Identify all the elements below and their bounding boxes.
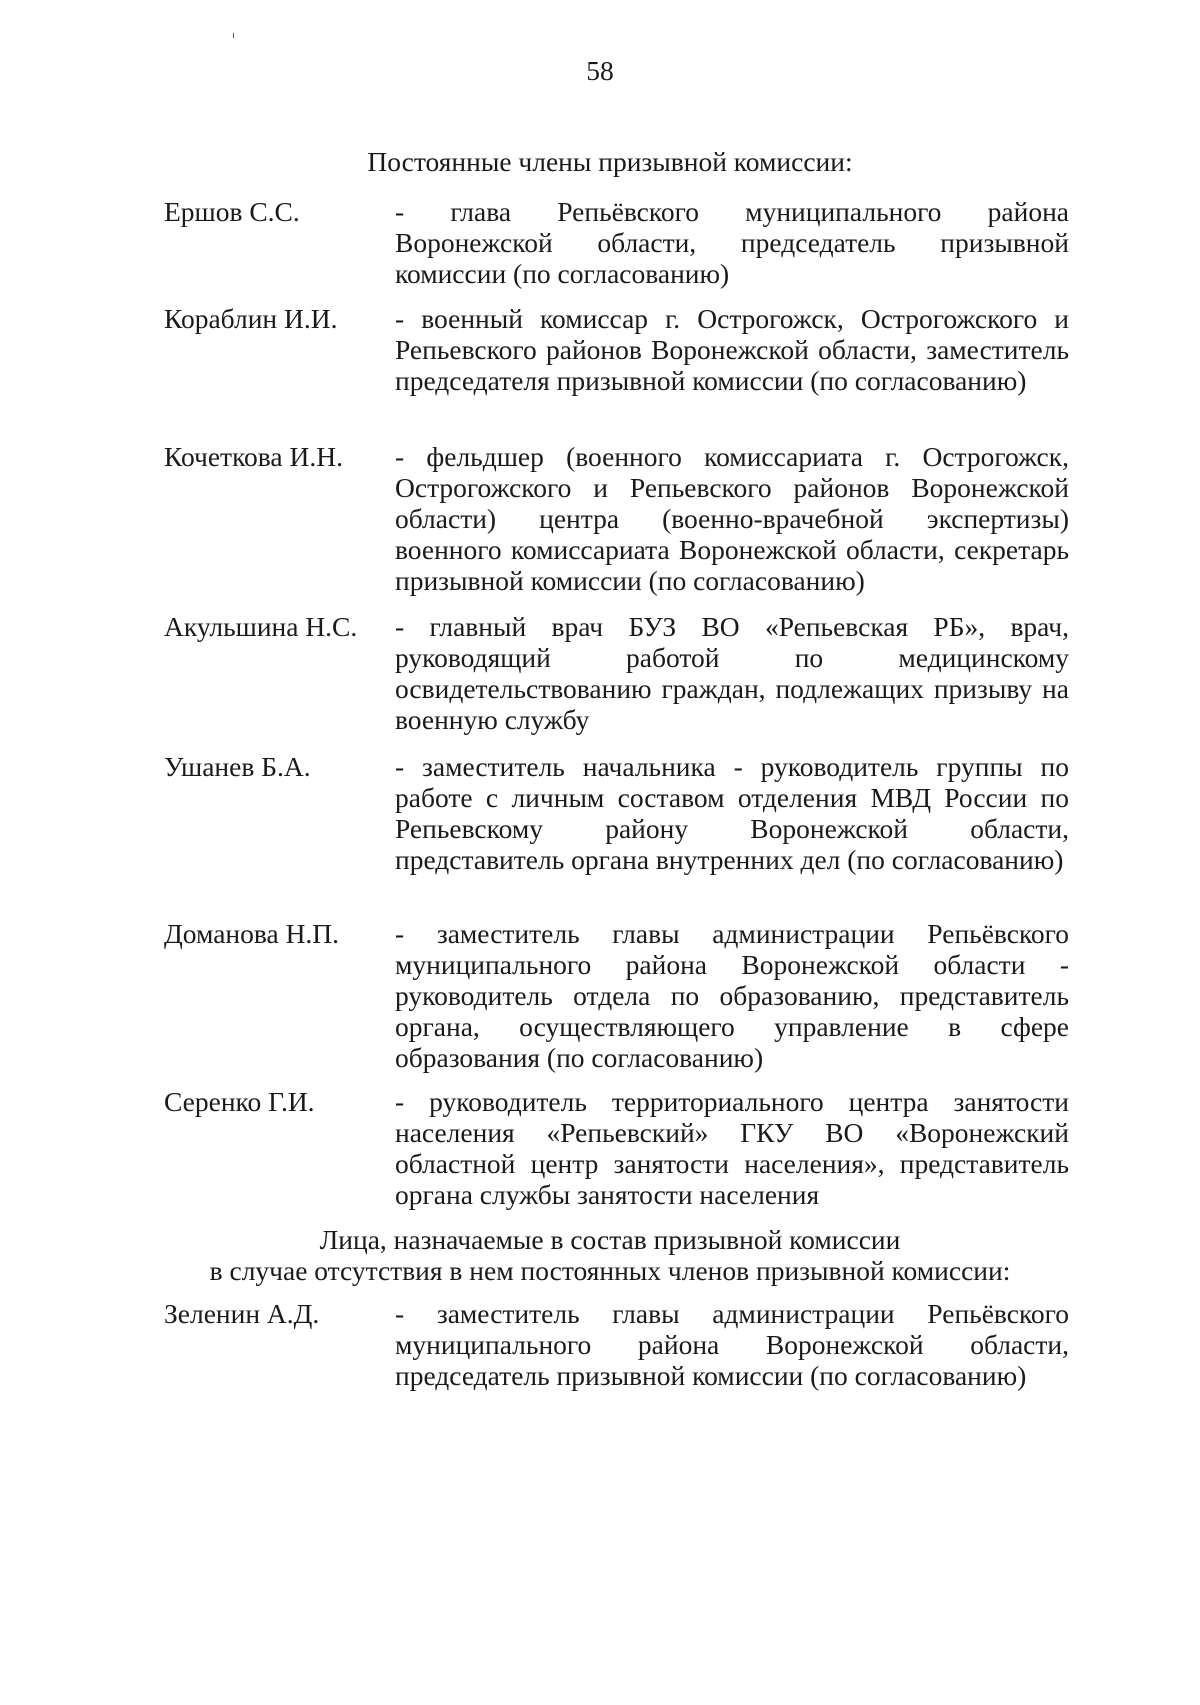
- section-heading-reserve-line-2: в случае отсутствия в нем постоянных членов призывной комиссии:: [209, 1255, 1011, 1286]
- member-name: Ершов С.С.: [164, 196, 300, 227]
- member-name: Доманова Н.П.: [164, 918, 340, 949]
- member-description: - глава Репьёвского муниципального района Воронежской области, председатель призывной комиссии (по согласованию): [395, 196, 1069, 289]
- section-heading-reserve-line-1: Лица, назначаемые в состав призывной комиссии: [319, 1224, 901, 1255]
- member-name: Кочеткова И.Н.: [164, 441, 343, 472]
- member-name: Зеленин А.Д.: [164, 1298, 320, 1329]
- member-description: - военный комиссар г. Острогожск, Острогожского и Репьевского районов Воронежской области, заместитель председателя призывной комиссии (по согласованию): [395, 303, 1069, 396]
- page-number: 58: [586, 55, 614, 86]
- member-name: Акульшина Н.С.: [164, 611, 358, 642]
- member-description: - главный врач БУЗ ВО «Репьевская РБ», врач, руководящий работой по медицинскому освидетельствованию граждан, подлежащих призыву на военную службу: [395, 611, 1069, 735]
- member-description: - заместитель главы администрации Репьёвского муниципального района Воронежской области - руководитель отдела по образованию, представитель органа, осуществляющего управление в сфере образования (по согласованию): [395, 918, 1069, 1073]
- section-heading-permanent: Постоянные члены призывной комиссии:: [367, 146, 853, 177]
- member-name: Кораблин И.И.: [164, 303, 338, 334]
- member-description: - руководитель территориального центра занятости населения «Репьевский» ГКУ ВО «Воронежский областной центр занятости населения», представитель органа службы занятости населения: [395, 1086, 1069, 1210]
- member-description: - заместитель главы администрации Репьёвского муниципального района Воронежской области, председатель призывной комиссии (по согласованию): [395, 1298, 1069, 1391]
- member-description: - заместитель начальника - руководитель группы по работе с личным составом отделения МВД России по Репьевскому району Воронежской области, представитель органа внутренних дел (по согласованию): [395, 751, 1069, 875]
- member-name: Ушанев Б.А.: [164, 751, 311, 782]
- scan-speck: [233, 33, 234, 38]
- member-name: Серенко Г.И.: [164, 1086, 315, 1117]
- member-description: - фельдшер (военного комиссариата г. Острогожск, Острогожского и Репьевского районов Воронежской области) центра (военно-врачебной экспертизы) военного комиссариата Воронежской области, секретарь призывной комиссии (по согласованию): [395, 441, 1069, 596]
